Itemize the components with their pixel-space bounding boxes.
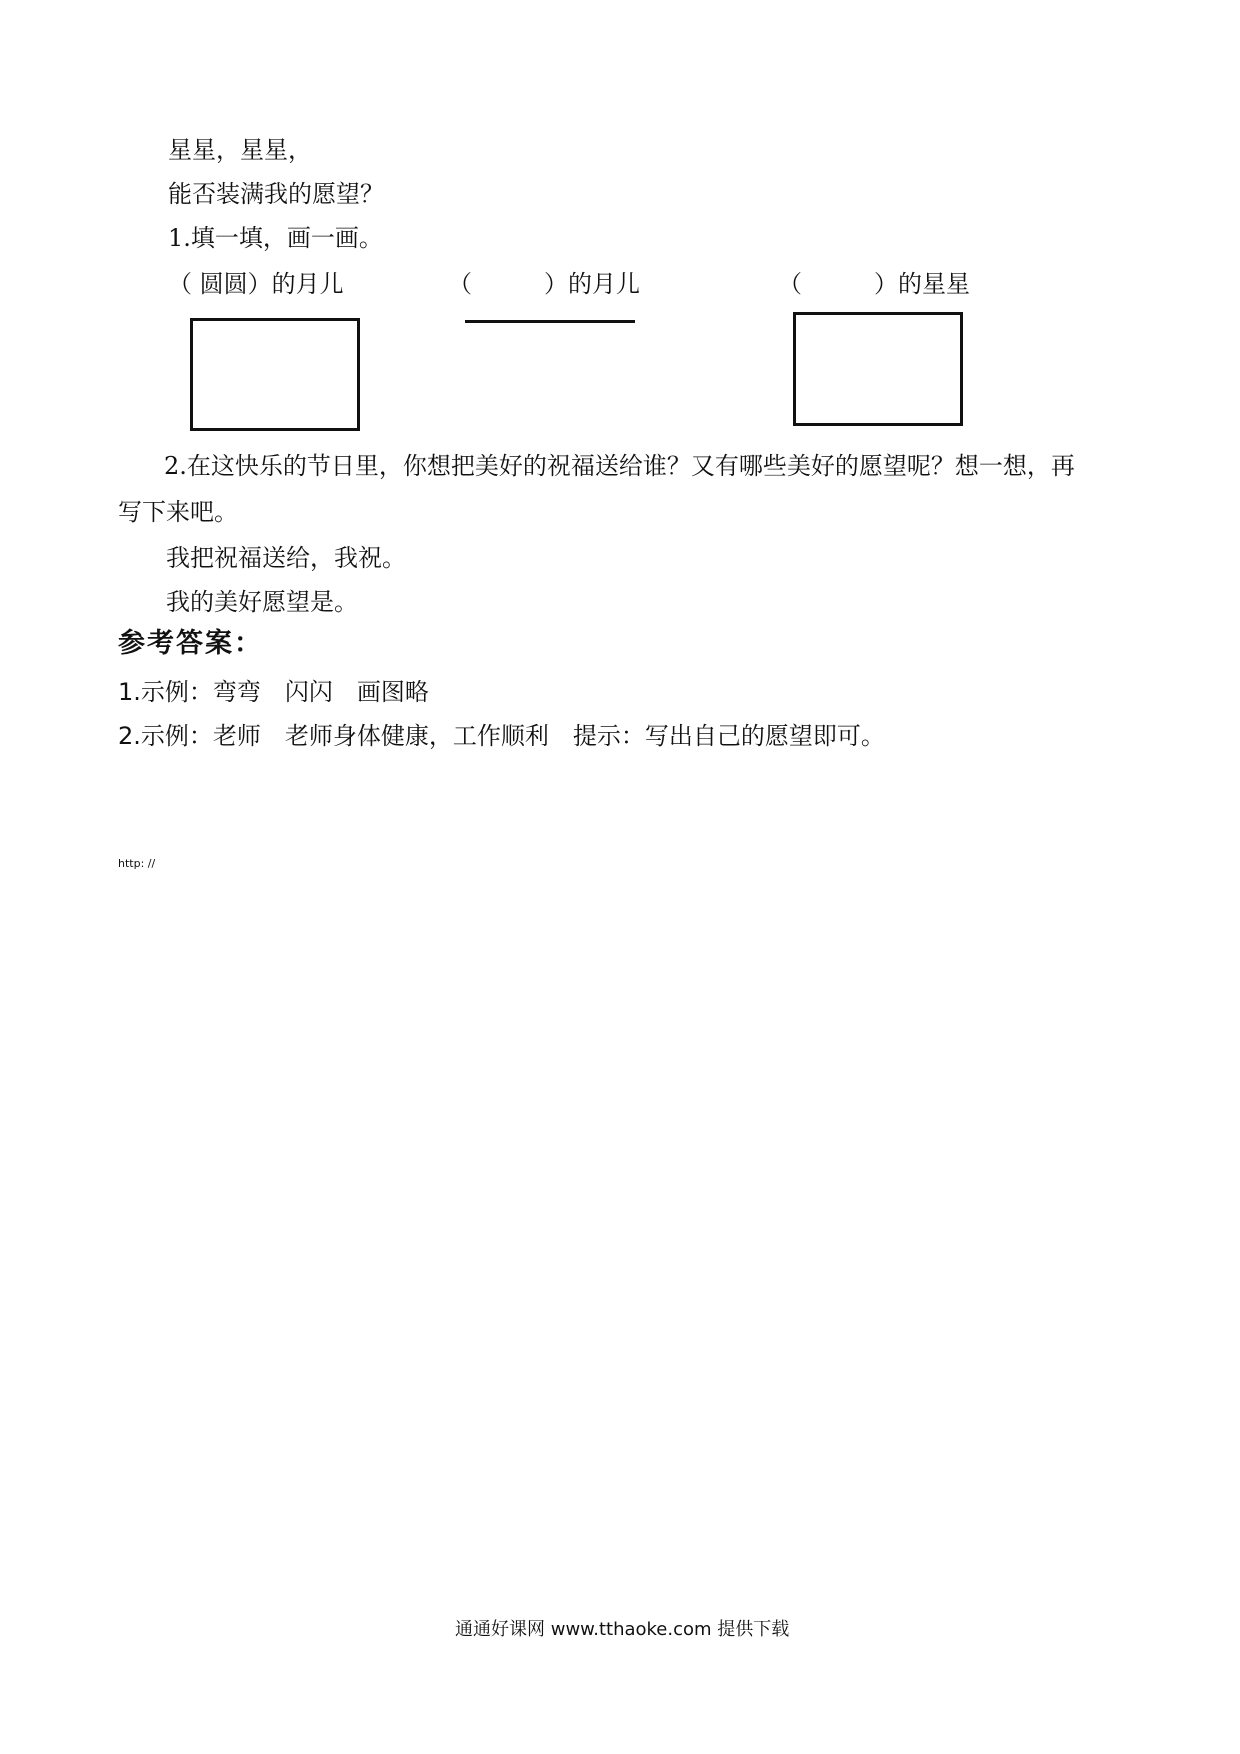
question-2-line-2: 写下来吧。 [118,498,238,526]
blank-item-2 [448,268,640,300]
blank-item-1-suffix: 的月儿 [271,270,344,298]
poem-line-1: 星星，星星， [168,136,312,164]
url-stub: http: // [118,857,156,870]
answer-2: 2.示例：老师 老师身体健康，工作顺利 提示：写出自己的愿望即可。 [118,722,885,750]
blank-item-1-paren: （ 圆圆） [168,270,272,298]
drawing-box-1 [190,318,360,431]
blessing-fill-line: 我把祝福送给，我祝。 [166,544,406,572]
drawing-line-2 [465,320,635,323]
blank-item-3-suffix: 的星星 [898,270,970,298]
drawing-box-3 [793,312,963,426]
answers-heading: 参考答案： [118,628,263,659]
question-1-title: 1.填一填，画一画。 [168,224,383,252]
blank-item-1 [168,268,344,300]
answer-1: 1.示例：弯弯 闪闪 画图略 [118,678,429,706]
blank-item-3-paren: （ ） [778,270,898,298]
page-footer: 通通好课网 www.tthaoke.com 提供下载 [455,1619,790,1640]
wish-fill-line: 我的美好愿望是。 [166,588,358,616]
blank-item-2-paren: （ ） [448,270,568,298]
question-2-line-1: 2.在这快乐的节日里，你想把美好的祝福送给谁？又有哪些美好的愿望呢？想一想，再 [164,452,1075,480]
poem-line-2: 能否装满我的愿望？ [168,180,384,208]
blank-item-2-suffix: 的月儿 [568,270,640,298]
blank-item-3 [778,268,970,300]
